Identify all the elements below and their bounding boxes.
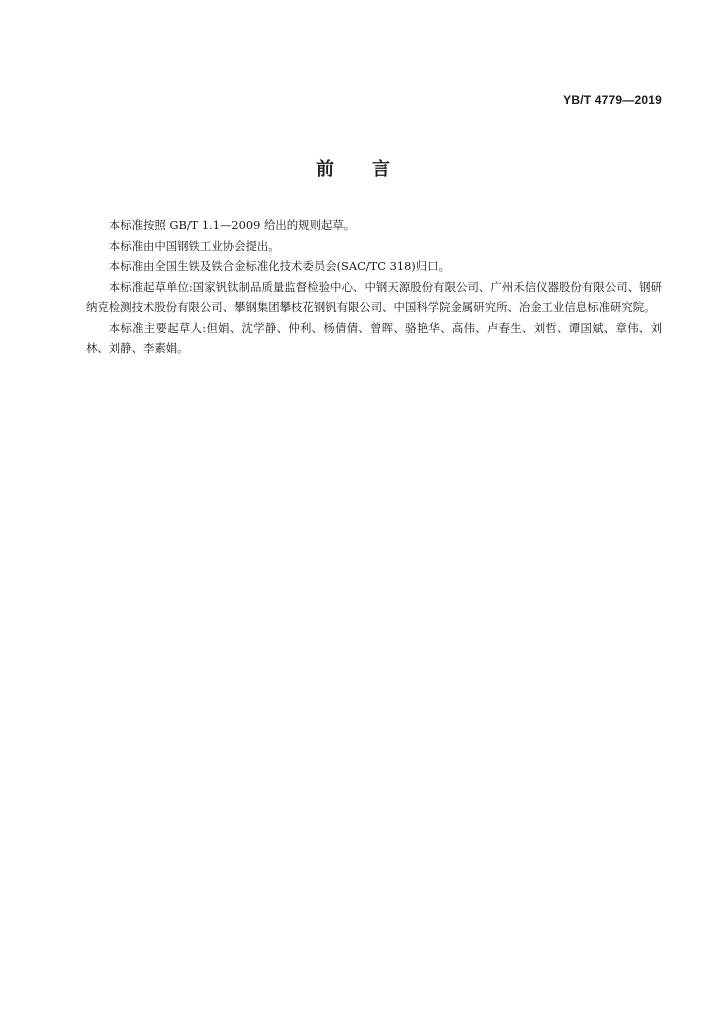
paragraph-drafters: 本标准主要起草人:但娟、沈学静、仲利、杨倩倩、曾晖、骆艳华、高伟、卢春生、刘哲、谭国斌、章伟、刘林、刘静、李素娟。 — [86, 320, 662, 355]
paragraph-proposer: 本标准由中国钢铁工业协会提出。 — [108, 238, 280, 253]
standard-code: YB/T 4779—2019 — [563, 93, 662, 107]
paragraph-committee: 本标准由全国生铁及铁合金标准化技术委员会(SAC/TC 318)归口。 — [108, 259, 450, 273]
page-title: 前言 — [316, 159, 428, 180]
foreword-body — [86, 215, 662, 359]
paragraph-drafting-rules: 本标准按照 GB/T 1.1—2009 给出的规则起草。 — [108, 218, 356, 232]
paragraph-drafting-units: 本标准起草单位:国家钒钛制品质量监督检验中心、中钢天源股份有限公司、广州禾信仪器股份有限公司、钢研纳克检测技术股份有限公司、攀钢集团攀枝花钢钒有限公司、中国科学院金属研究所、冶金工业信息标准研究院。 — [86, 279, 662, 314]
